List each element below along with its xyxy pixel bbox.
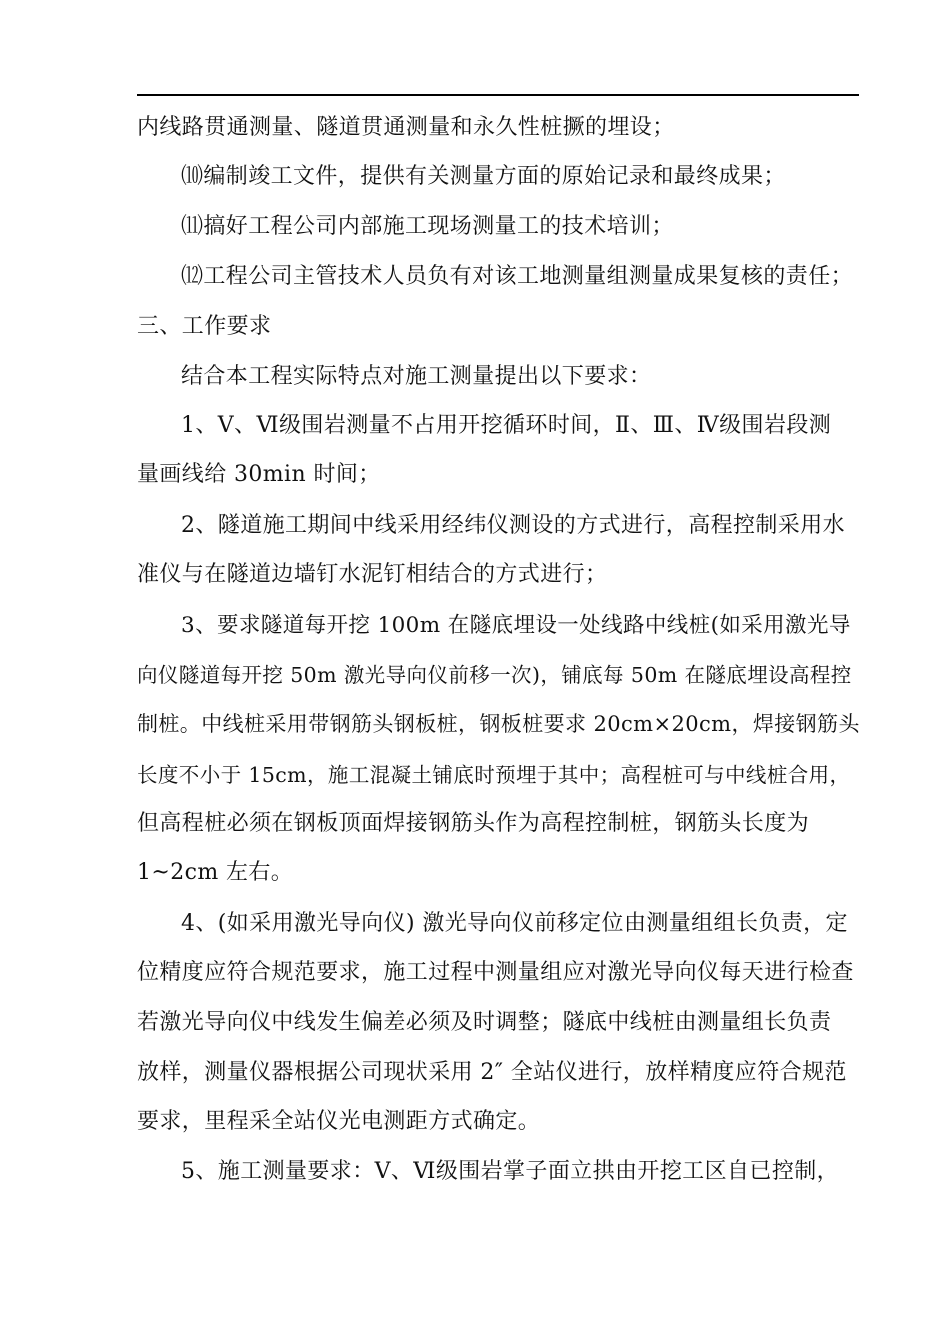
text-line: 3、要求隧道每开挖 100m 在隧底埋设一处线路中线桩(如采用激光导 (181, 613, 851, 638)
text-line: 放样，测量仪器根据公司现状采用 2″ 全站仪进行，放样精度应符合规范 (137, 1060, 847, 1085)
text-line: 结合本工程实际特点对施工测量提出以下要求： (181, 364, 652, 389)
text-line: 位精度应符合规范要求，施工过程中测量组应对激光导向仪每天进行检查 (137, 960, 854, 985)
text-line: 若激光导向仪中线发生偏差必须及时调整；隧底中线桩由测量组长负责 (137, 1010, 832, 1035)
text-line: ⑽编制竣工文件，提供有关测量方面的原始记录和最终成果； (181, 164, 786, 189)
section-heading: 三、工作要求 (137, 314, 272, 339)
text-line: ⑾搞好工程公司内部施工现场测量工的技术培训； (181, 214, 674, 239)
text-line: 向仪隧道每开挖 50m 激光导向仪前移一次)，铺底每 50m 在隧底埋设高程控 (137, 663, 852, 687)
text-line: 量画线给 30min 时间； (137, 462, 381, 487)
text-line: 4、(如采用激光导向仪) 激光导向仪前移定位由测量组组长负责，定 (181, 911, 848, 936)
text-line: 但高程桩必须在钢板顶面焊接钢筋头作为高程控制桩，钢筋头长度为 (137, 811, 810, 836)
text-line: 2、隧道施工期间中线采用经纬仪测设的方式进行，高程控制采用水 (181, 513, 845, 538)
text-line: ⑿工程公司主管技术人员负有对该工地测量组测量成果复核的责任； (181, 264, 854, 289)
text-line: 要求，里程采全站仪光电测距方式确定。 (137, 1109, 541, 1134)
text-line: 长度不小于 15cm，施工混凝土铺底时预埋于其中；高程桩可与中线桩合用， (137, 763, 851, 787)
header-rule (137, 94, 859, 96)
text-line: 5、施工测量要求：Ⅴ、Ⅵ级围岩掌子面立拱由开挖工区自已控制， (181, 1159, 840, 1184)
text-line: 制桩。中线桩采用带钢筋头钢板桩，钢板桩要求 20cm×20cm，焊接钢筋头 (137, 712, 860, 736)
text-line: 1、Ⅴ、Ⅵ级围岩测量不占用开挖循环时间，Ⅱ、Ⅲ、Ⅳ级围岩段测 (181, 413, 832, 438)
text-line: 1~2cm 左右。 (137, 860, 294, 885)
text-line: 内线路贯通测量、隧道贯通测量和永久性桩撅的埋设； (137, 115, 675, 140)
text-line: 准仪与在隧道边墙钉水泥钉相结合的方式进行； (137, 562, 608, 587)
